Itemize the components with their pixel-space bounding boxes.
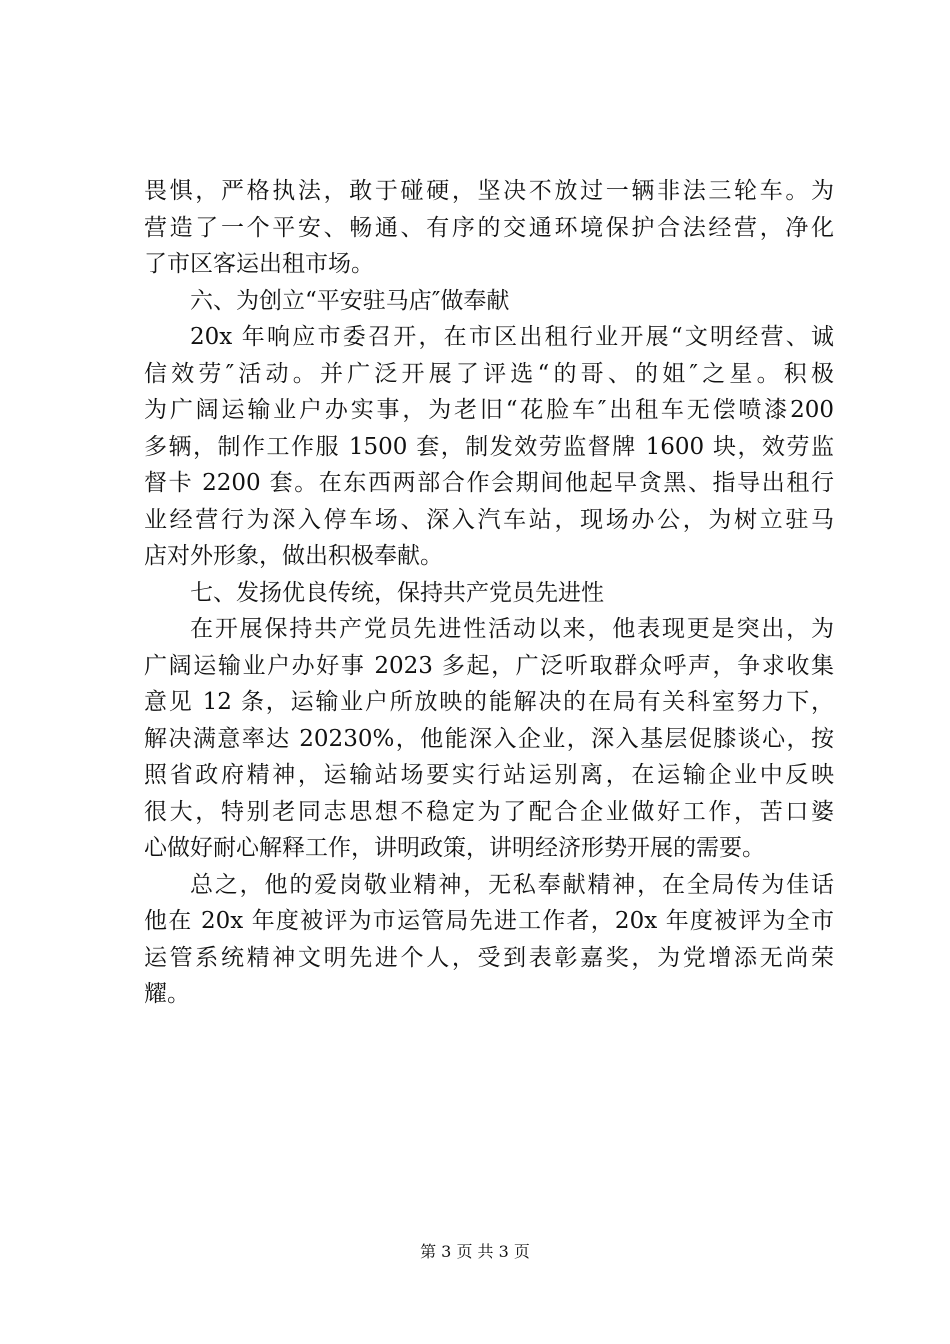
text-line: 为广阔运输业户办实事，为老旧“花脸车″出租车无偿喷漆200 <box>144 397 834 423</box>
text-line: 20x 年响应市委召开，在市区出租行业开展“文明经营、诚 <box>190 324 834 350</box>
text-line: 解决满意率达 20230%，他能深入企业，深入基层促膝谈心，按 <box>144 725 834 752</box>
text-line: 六、为创立“平安驻马店″做奉献 <box>190 287 510 314</box>
text-line: 营造了一个平安、畅通、有序的交通环境保护合法经营，净化 <box>144 214 834 241</box>
text-line: 在开展保持共产党员先进性活动以来，他表现更是突出，为 <box>190 616 834 642</box>
text-line: 心做好耐心解释工作，讲明政策，讲明经济形势开展的需要。 <box>144 835 765 861</box>
text-line: 多辆，制作工作服 1500 套，制发效劳监督牌 1600 块，效劳监 <box>144 433 834 460</box>
text-line: 畏惧，严格执法，敢于碰硬，坚决不放过一辆非法三轮车。为 <box>144 178 834 204</box>
text-line: 他在 20x 年度被评为市运管局先进工作者，20x 年度被评为全市 <box>144 908 834 934</box>
document-body <box>144 173 834 1013</box>
text-line: 了市区客运出租市场。 <box>144 251 374 277</box>
text-line: 督卡 2200 套。在东西两部合作会期间他起早贪黑、指导出租行 <box>144 470 834 496</box>
text-line: 耀。 <box>144 981 190 1007</box>
text-line: 很大，特别老同志思想不稳定为了配合企业做好工作，苦口婆 <box>144 798 834 825</box>
text-line: 信效劳″活动。并广泛开展了评选“的哥、的姐″之星。积极 <box>144 360 834 387</box>
text-line: 运管系统精神文明先进个人，受到表彰嘉奖，为党增添无尚荣 <box>144 944 834 971</box>
text-line: 业经营行为深入停车场、深入汽车站，现场办公，为树立驻马 <box>144 506 834 533</box>
text-line: 意见 12 条，运输业户所放映的能解决的在局有关科室努力下， <box>144 689 834 715</box>
text-line: 店对外形象，做出积极奉献。 <box>144 543 443 569</box>
text-line: 广阔运输业户办好事 2023 多起，广泛听取群众呼声，争求收集 <box>144 652 834 679</box>
text-line: 七、发扬优良传统，保持共产党员先进性 <box>190 579 604 606</box>
text-line: 总之，他的爱岗敬业精神，无私奉献精神，在全局传为佳话 <box>190 871 834 898</box>
text-line: 照省政府精神，运输站场要实行站运别离，在运输企业中反映 <box>144 762 834 788</box>
page-footer: 第 3 页 共 3 页 <box>420 1242 530 1261</box>
